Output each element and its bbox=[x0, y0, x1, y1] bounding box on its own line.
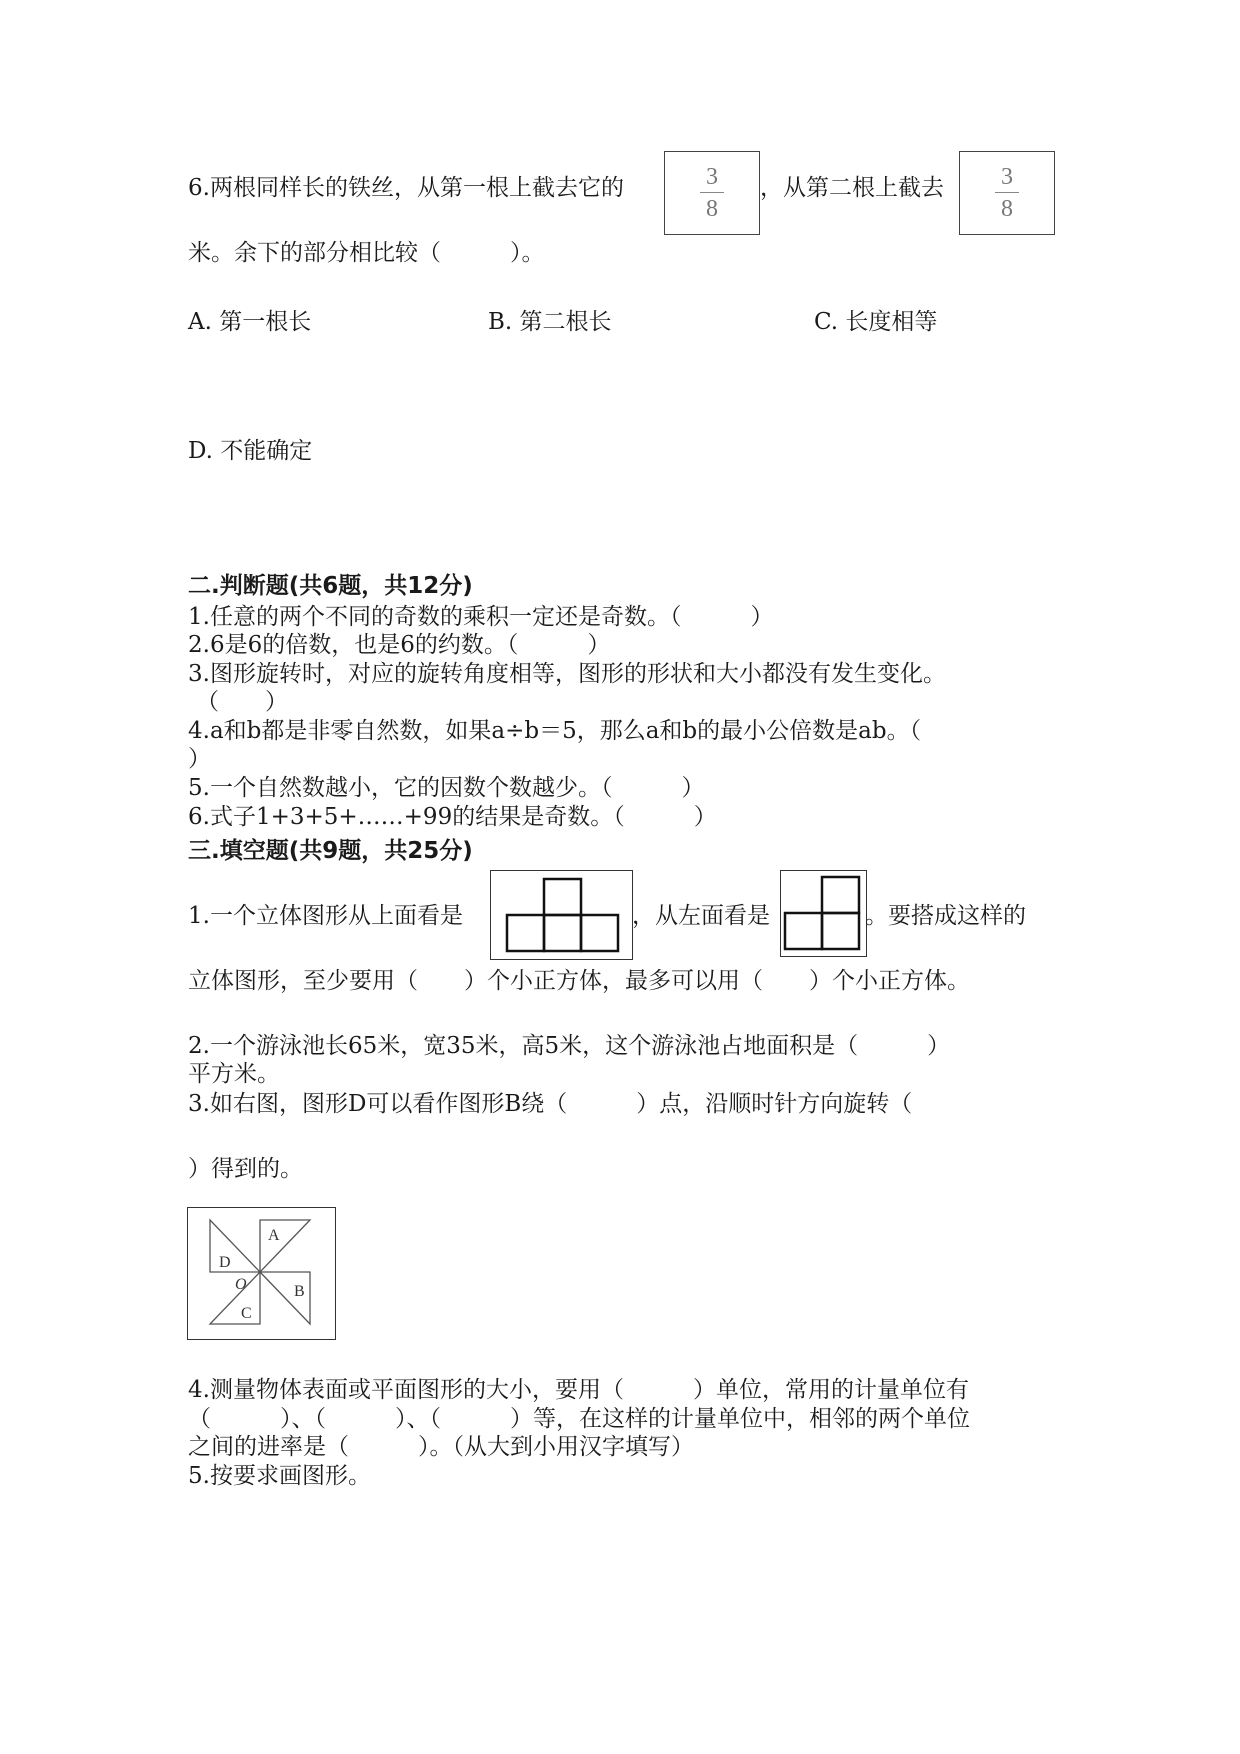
fraction-1-bar bbox=[700, 192, 724, 193]
fill-question-1-part1: 1.一个立体图形从上面看是 bbox=[188, 903, 463, 929]
tf-question-1: 1.任意的两个不同的奇数的乘积一定还是奇数。（ ） bbox=[188, 604, 774, 630]
top-view-squares bbox=[491, 871, 632, 959]
fill-question-2-cont: 平方米。 bbox=[188, 1061, 280, 1087]
option-c: C. 长度相等 bbox=[814, 309, 938, 335]
fill-question-3: 3.如右图，图形D可以看作图形B绕（ ）点，沿顺时针方向旋转（ bbox=[188, 1091, 913, 1117]
fraction-box-2 bbox=[959, 151, 1055, 235]
label-b: B bbox=[294, 1283, 305, 1300]
section3-heading: 三.填空题(共9题，共25分) bbox=[188, 838, 473, 864]
top-view-figure bbox=[490, 870, 633, 960]
fraction-1-denominator: 8 bbox=[706, 196, 718, 222]
tf-question-4-blank: ） bbox=[188, 746, 211, 772]
fill-question-1-part3: 。要搭成这样的 bbox=[865, 903, 1026, 929]
triangle-d bbox=[210, 1220, 260, 1272]
option-a: A. 第一根长 bbox=[188, 309, 312, 335]
tf-question-5: 5.一个自然数越小，它的因数个数越少。（ ） bbox=[188, 775, 705, 801]
tf-question-6: 6.式子1+3+5+……+99的结果是奇数。（ ） bbox=[188, 804, 717, 830]
left-view-figure bbox=[780, 870, 867, 957]
tf-question-4: 4.a和b都是非零自然数，如果a÷b＝5，那么a和b的最小公倍数是ab。（ bbox=[188, 718, 922, 744]
mc6-line1-part2: ，从第二根上截去 bbox=[760, 175, 944, 201]
fill-question-4-line1: 4.测量物体表面或平面图形的大小，要用（ ）单位，常用的计量单位有 bbox=[188, 1377, 969, 1403]
fill-question-1-line2: 立体图形，至少要用（ ）个小正方体，最多可以用（ ）个小正方体。 bbox=[188, 968, 970, 994]
mc6-line2: 米。余下的部分相比较（ ）。 bbox=[188, 240, 545, 266]
tf-question-3: 3.图形旋转时，对应的旋转角度相等，图形的形状和大小都没有发生变化。 bbox=[188, 661, 946, 687]
tf-question-2: 2.6是6的倍数，也是6的约数。（ ） bbox=[188, 632, 611, 658]
fraction-2-denominator: 8 bbox=[1001, 196, 1013, 222]
fill-question-2: 2.一个游泳池长65米，宽35米，高5米，这个游泳池占地面积是（ ） bbox=[188, 1033, 951, 1059]
fraction-2-bar bbox=[995, 192, 1019, 193]
mc6-line1-part1: 6.两根同样长的铁丝，从第一根上截去它的 bbox=[188, 175, 624, 201]
fill-question-5: 5.按要求画图形。 bbox=[188, 1463, 371, 1489]
label-a: A bbox=[268, 1227, 280, 1244]
label-d: D bbox=[219, 1254, 231, 1271]
label-o: O bbox=[235, 1276, 247, 1293]
fill-question-1-part2: ，从左面看是 bbox=[632, 903, 770, 929]
fill-question-4-line2: （ ）、（ ）、（ ）等，在这样的计量单位中，相邻的两个单位 bbox=[188, 1406, 970, 1432]
rotation-pinwheel bbox=[188, 1208, 335, 1339]
fill-question-3-cont: ）得到的。 bbox=[188, 1156, 303, 1182]
fraction-box-1 bbox=[664, 151, 760, 235]
fraction-1-numerator: 3 bbox=[706, 164, 718, 190]
tf-question-3-blank: （ ） bbox=[196, 689, 288, 715]
fraction-2-numerator: 3 bbox=[1001, 164, 1013, 190]
option-d: D. 不能确定 bbox=[188, 438, 313, 464]
option-b: B. 第二根长 bbox=[488, 309, 612, 335]
fill-question-4-line3: 之间的进率是（ ）。（从大到小用汉字填写） bbox=[188, 1434, 694, 1460]
rotation-figure bbox=[187, 1207, 336, 1340]
left-view-squares bbox=[781, 871, 866, 956]
section2-heading: 二.判断题(共6题，共12分) bbox=[188, 573, 473, 599]
label-c: C bbox=[241, 1305, 252, 1322]
